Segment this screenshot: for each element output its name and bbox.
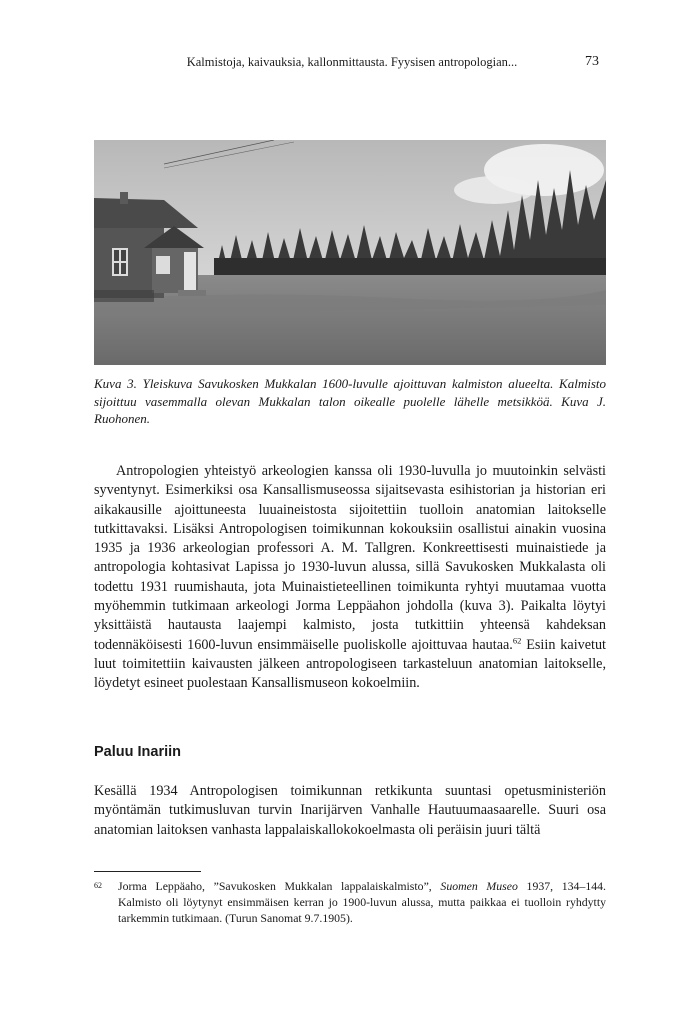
footnote-text-start: Jorma Leppäaho, ”Savukosken Mukkalan lappalaiskalmisto”,	[118, 879, 441, 893]
landscape-photo-illustration	[94, 140, 606, 365]
footnote-number: 62	[94, 881, 102, 890]
footnote	[94, 878, 606, 926]
footnote-reference[interactable]: 62	[512, 634, 522, 645]
footnote-text-end: 1937, 134–144. Kalmisto oli löytynyt ensimmäisen kerran jo 1900-luvun alussa, mutta paikkaa ei tuolloin ryhdytty tarkemmin tutkimaan. (Turun Sanomat 9.7.1905).	[118, 879, 606, 925]
footnote-divider	[94, 871, 201, 872]
paragraph-text-continued: Esiin kaivetut luut toimitettiin kaivausten jälkeen antropologiseen tarkasteluun anatomian laitokselle, löydetyt esineet puolestaan Kansallismuseon kokoelmiin.	[94, 636, 607, 692]
paragraph-text: Antropologien yhteistyö arkeologien kanssa oli 1930-luvulla jo muutoinkin selvästi syventynyt. Esimerkiksi osa Kansallismuseossa sijaitsevasta esihistorian ja historian eri aikakausille ajoittuneesta luuaineistosta sijoitettiin tuolloin anatomian laitokselle tutkittavaksi. Lisäksi Antropologisen toimikunnan kokouksiin osallistui ainakin vuosina 1935 ja 1936 arkeologian professori A. M. Tallgren. Konkreettisesti muinaistiede ja antropologia kohtasivat Lapissa jo 1930-luvun alussa, sillä Savukosken Mukkalasta oli todettu 1931 ruumishauta, jota Muinaistieteellinen toimikunta ryhtyi muutamaa vuotta myöhemmin tutkimaan arkeologi Jorma Leppäahon johdolla (kuva 3). Paikalta löytyi yksittäistä hautausta laajempi kalmisto, josta tutkittiin yhteensä kahdeksan todennäköisesti 1600-luvun ensimmäiselle puoliskolle ajoittuvaa hautaa.	[94, 463, 606, 653]
page-number: 73	[585, 54, 599, 69]
journal-title: Suomen Museo	[440, 879, 518, 893]
body-paragraph: Kesällä 1934 Antropologisen toimikunnan retkikunta suuntasi opetusministeriön myöntämän tutkimusluvan turvin Inarijärven Vanhalle Hautuumaasaarelle. Suuri osa anatomian laitoksen vanhasta lappalaiskallokokoelmasta oli peräisin juuri tältä	[94, 783, 606, 838]
section-heading: Paluu Inariin	[94, 744, 182, 760]
body-paragraph	[94, 462, 606, 694]
figure-photo	[94, 140, 606, 365]
running-head: Kalmistoja, kaivauksia, kallonmittausta. Fyysisen antropologian...	[186, 55, 518, 69]
footnote-text	[118, 878, 606, 926]
figure-caption: Kuva 3. Yleiskuva Savukosken Mukkalan 1600-luvulle ajoittuvan kalmiston alueelta. Kalmisto sijoittuu vasemmalla olevan Mukkalan talon oikealle puolelle lähelle metsikköä. Kuva J. Ruohonen.	[94, 376, 606, 426]
